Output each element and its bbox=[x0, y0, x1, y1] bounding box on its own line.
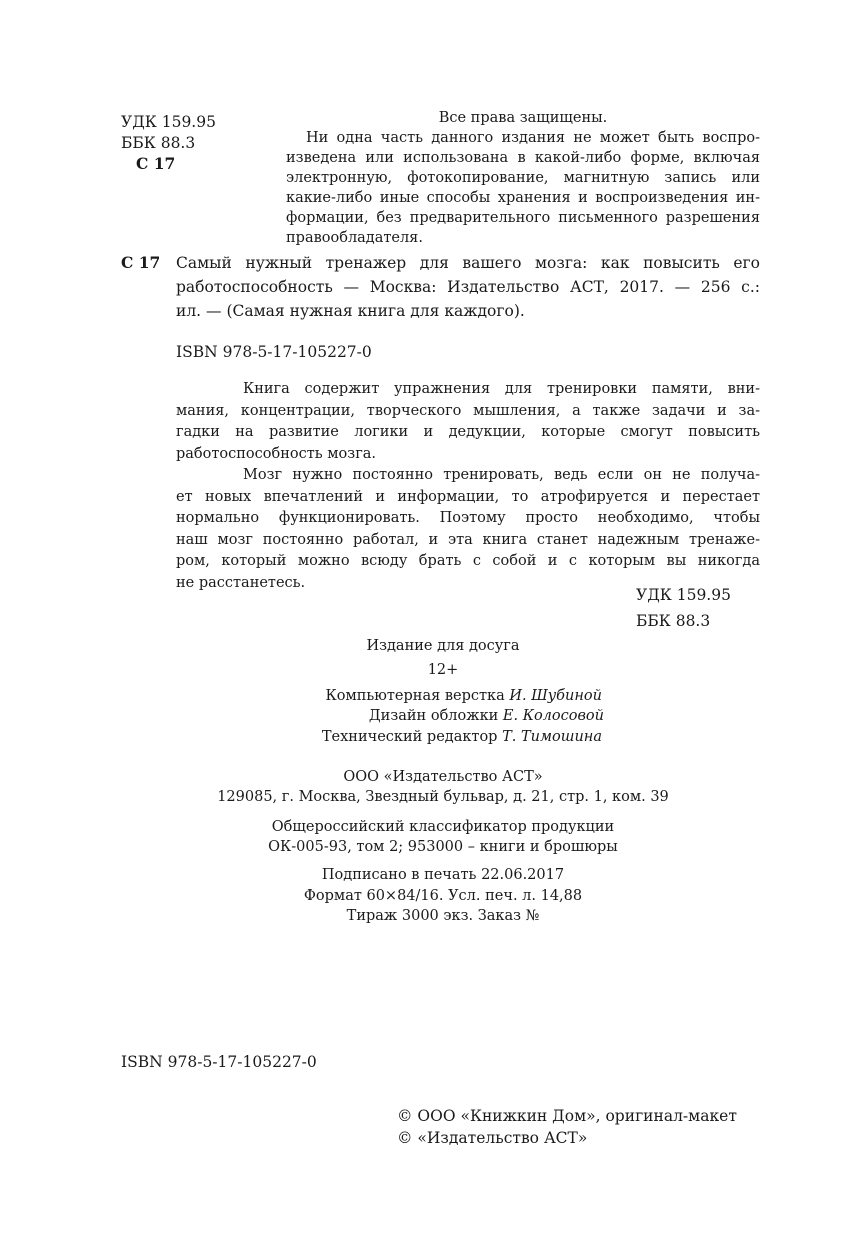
classifier-line: ОК-005-93, том 2; 953000 – книги и брошюры bbox=[268, 839, 618, 855]
rights-line: электронную, фотокопирование, магнитную запись или bbox=[286, 170, 760, 186]
annotation-line: Мозг нужно постоянно тренировать, ведь если он не получа- bbox=[243, 467, 760, 483]
classifier-line: Общероссийский классификатор продукции bbox=[271, 819, 615, 835]
publisher-address: 129085, г. Москва, Звездный бульвар, д. 21, стр. 1, ком. 39 bbox=[217, 789, 669, 805]
annotation-line: Книга содержит упражнения для тренировки памяти, вни- bbox=[243, 381, 760, 397]
credit-tech-editor bbox=[202, 726, 602, 748]
annotation-line: ет новых впечатлений и информации, то атрофируется и перестает bbox=[176, 488, 760, 505]
copyright-line: © «Издательство АСТ» bbox=[397, 1129, 588, 1147]
annotation-line: ром, который можно всюду брать с собой и с которым вы никогда bbox=[176, 553, 760, 569]
rights-title: Все права защищены. bbox=[438, 110, 608, 126]
bibliographic-mark: С 17 bbox=[121, 253, 161, 272]
isbn: ISBN 978-5-17-105227-0 bbox=[176, 343, 372, 361]
credit-role: Технический редактор bbox=[321, 729, 498, 745]
udk-code-right: УДК 159.95 bbox=[636, 586, 731, 604]
credit-cover bbox=[202, 705, 604, 727]
bbk-code-right: ББК 88.3 bbox=[636, 612, 711, 630]
annotation-line: нормально функционировать. Поэтому просто необходимо, чтобы bbox=[176, 510, 760, 526]
age-rating: 12+ bbox=[427, 662, 459, 678]
bbk-code: ББК 88.3 bbox=[121, 134, 196, 152]
annotation-line: мания, концентрации, творческого мышления, а также задачи и за- bbox=[176, 402, 760, 419]
credit-role: Дизайн обложки bbox=[368, 708, 499, 724]
publisher-name: ООО «Издательство АСТ» bbox=[343, 769, 543, 785]
footer-isbn: ISBN 978-5-17-105227-0 bbox=[121, 1053, 317, 1071]
author-mark: С 17 bbox=[136, 154, 176, 173]
credit-name: И. Шубиной bbox=[509, 688, 602, 704]
udk-code: УДК 159.95 bbox=[121, 113, 216, 131]
credit-name: Т. Тимошина bbox=[502, 729, 602, 745]
print-format: Формат 60×84/16. Усл. печ. л. 14,88 bbox=[303, 888, 583, 904]
rights-line: изведена или использована в какой-либо форме, включая bbox=[286, 150, 760, 166]
bibliographic-line: работоспособность — Москва: Издательство АСТ, 2017. — 256 с.: bbox=[176, 278, 760, 296]
annotation-line: не расстанетесь. bbox=[176, 574, 306, 591]
credit-name: Е. Колосовой bbox=[502, 708, 604, 724]
rights-line: формации, без предварительного письменного разрешения bbox=[286, 210, 760, 226]
rights-line: правообладателя. bbox=[286, 230, 423, 246]
credit-role: Компьютерная верстка bbox=[325, 688, 505, 704]
rights-line: Ни одна часть данного издания не может быть воспро- bbox=[306, 130, 760, 146]
edition-type: Издание для досуга bbox=[366, 638, 520, 654]
print-run: Тираж 3000 экз. Заказ № bbox=[346, 908, 540, 924]
copyright-line: © ООО «Книжкин Дом», оригинал-макет bbox=[397, 1107, 737, 1125]
rights-line: какие-либо иные способы хранения и воспроизведения ин- bbox=[286, 190, 760, 206]
bibliographic-line: ил. — (Самая нужная книга для каждого). bbox=[176, 302, 525, 320]
bibliographic-line: Самый нужный тренажер для вашего мозга: как повысить его bbox=[176, 254, 760, 272]
signed-date: Подписано в печать 22.06.2017 bbox=[321, 867, 565, 883]
credit-layout bbox=[202, 685, 602, 707]
annotation-line: работоспособность мозга. bbox=[176, 445, 377, 462]
annotation-line: гадки на развитие логики и дедукции, которые смогут повысить bbox=[176, 424, 760, 440]
annotation-line: наш мозг постоянно работал, и эта книга станет надежным тренаже- bbox=[176, 531, 760, 548]
